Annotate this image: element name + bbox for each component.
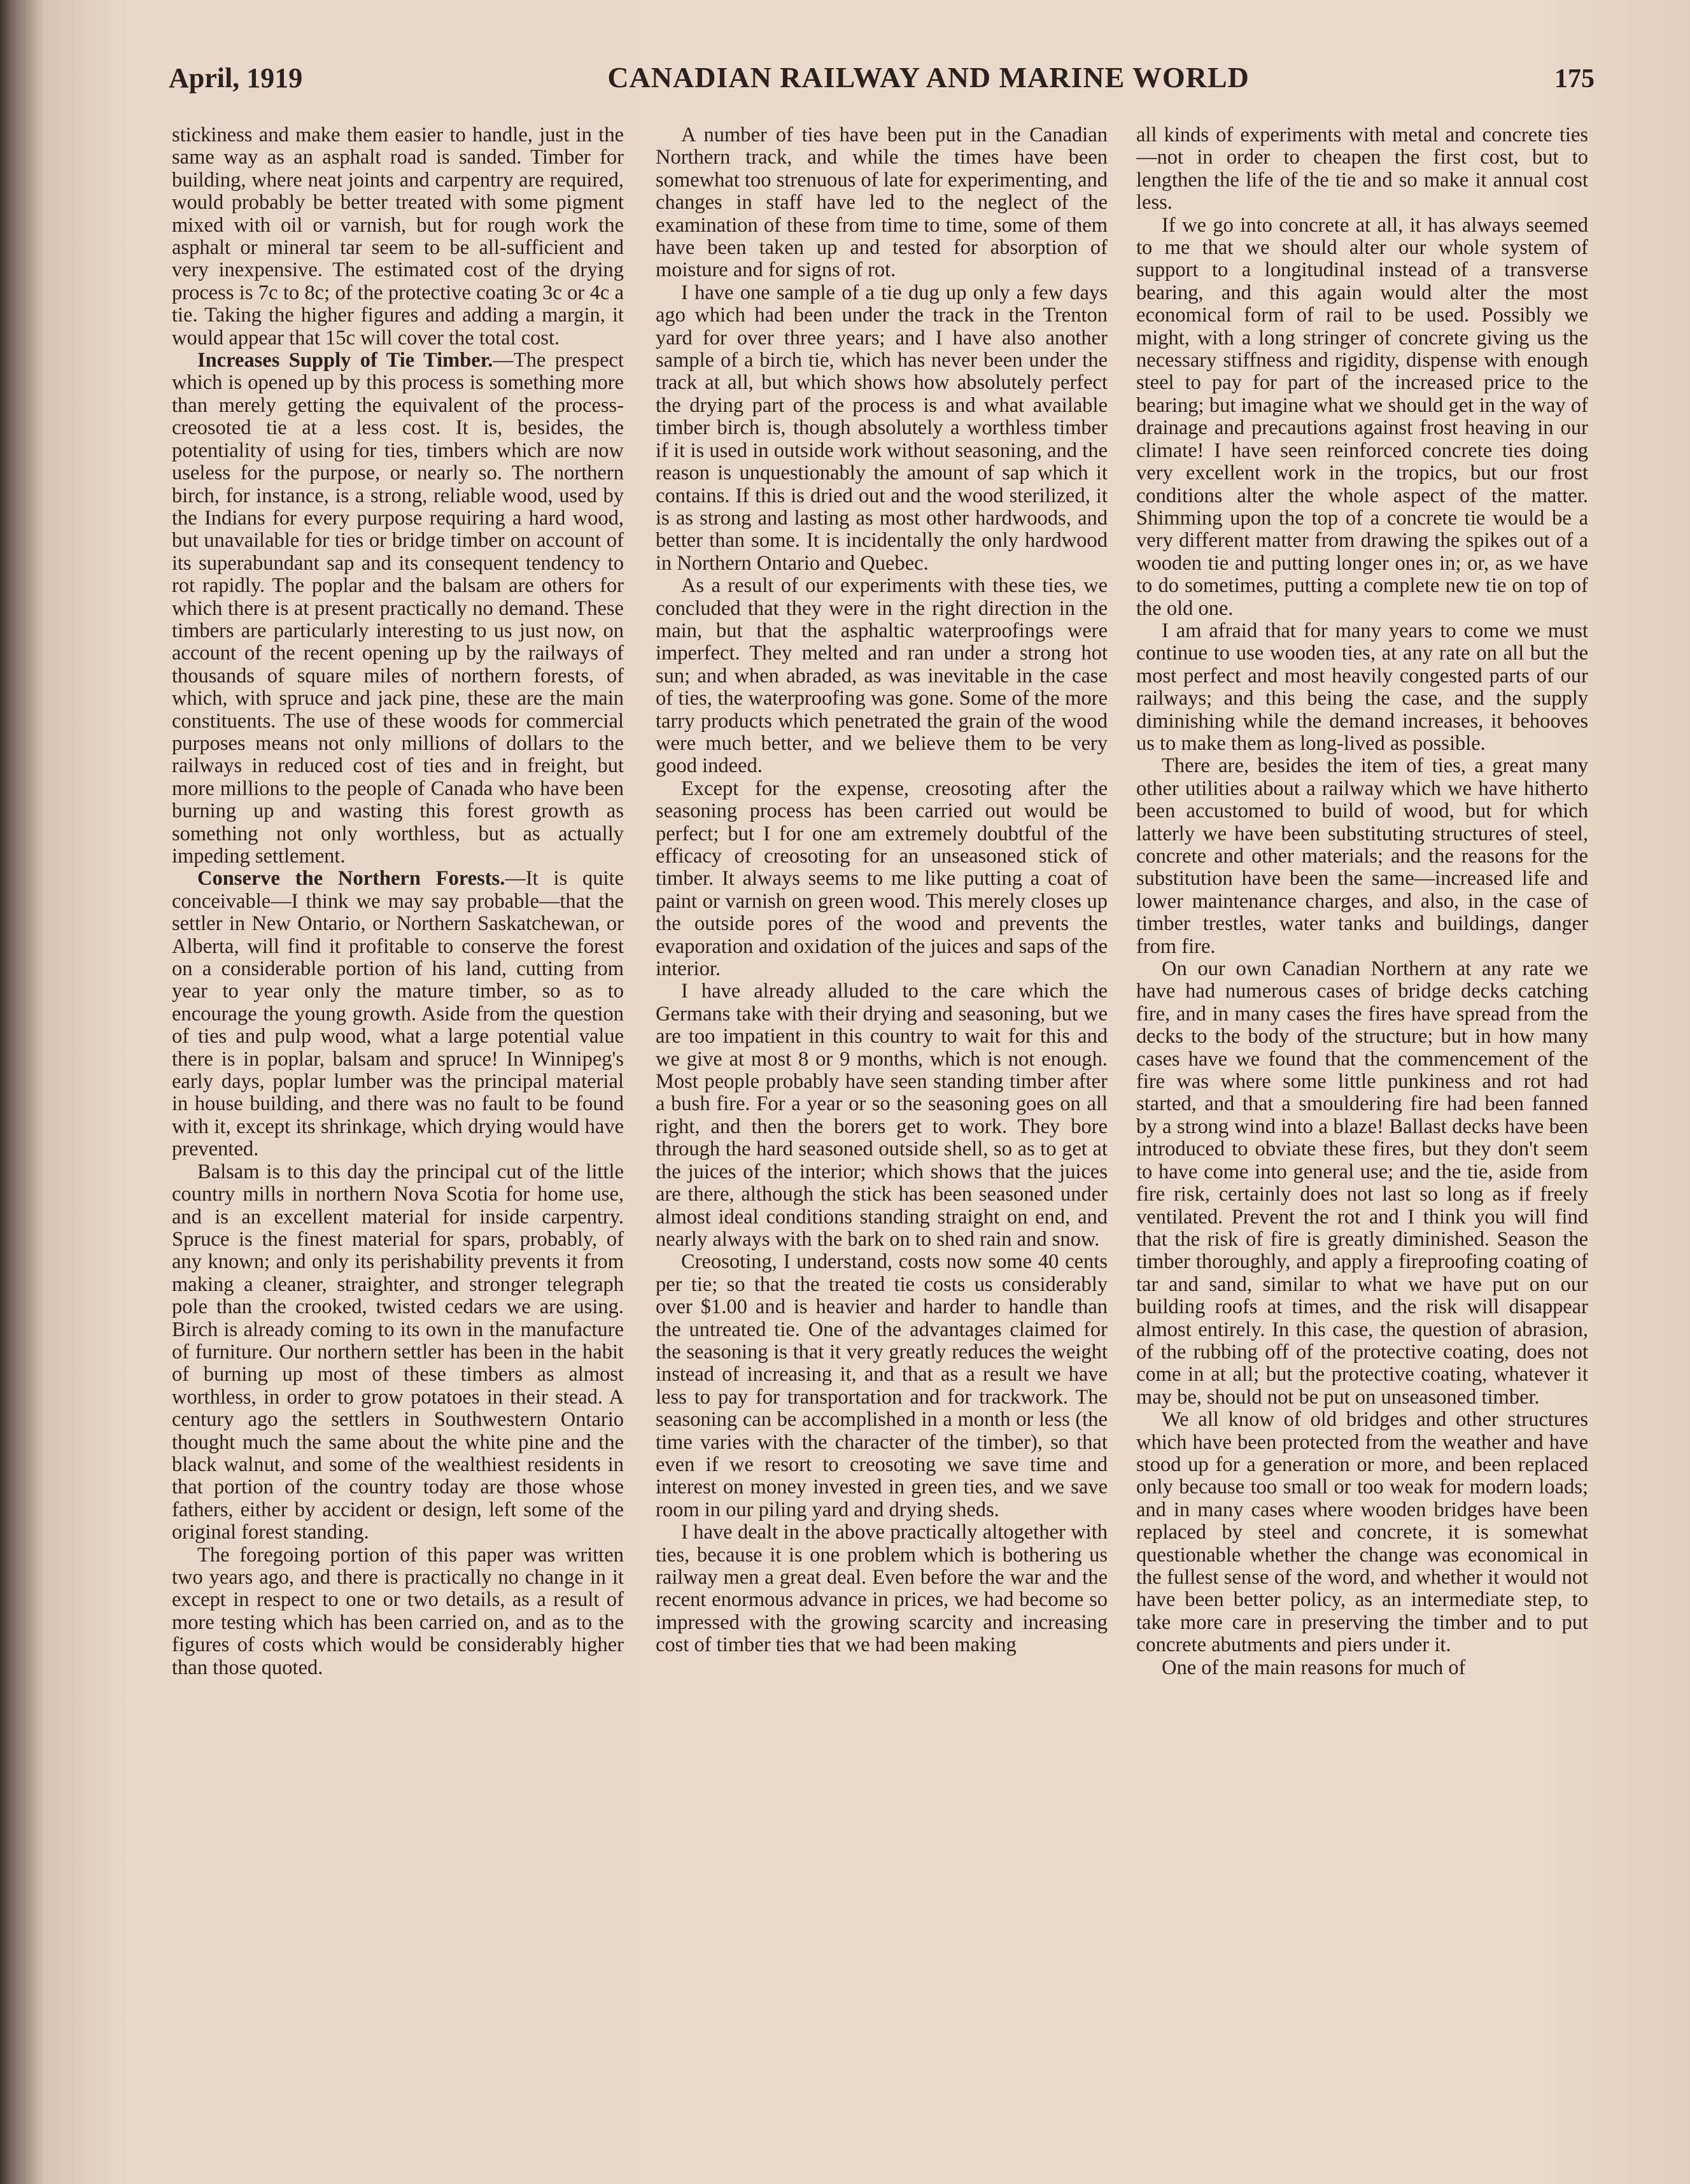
paragraph-text: As a result of our experiments with these ties, we concluded that they were in the right direction in the main, but that the asphaltic waterproofings were imperfect. They melted and ran under a strong hot sun; and when abraded, as was inevitable in the case of ties, the waterproofing was gone. Some of the more tarry products which penetrated the grain of the wood were much better, and we believe them to be very good indeed.	[656, 574, 1108, 778]
article-paragraph	[172, 1161, 624, 1544]
article-paragraph	[656, 282, 1108, 575]
article-paragraph	[172, 1544, 624, 1679]
article-paragraph	[656, 575, 1108, 778]
paragraph-text: There are, besides the item of ties, a great many other utilities about a railway which we have hitherto been accustomed to build of wood, but for which latterly we have been substituting structures of steel, concrete and other materials; and the reasons for the substitution have been the same—increased life and lower maintenance charges, and also, in the case of timber trestles, water tanks and buildings, danger from fire.	[1136, 754, 1588, 958]
text-column-1	[172, 124, 624, 2117]
paragraph-text: stickiness and make them easier to handle, just in the same way as an asphalt road is sanded. Timber for building, where neat joints and carpentry are required, would probably be better treated with some pigment mixed with oil or varnish, but for rough work the asphalt or mineral tar seem to be all-sufficient and very inexpensive. The estimated cost of the drying process is 7c to 8c; of the protective coating 3c or 4c a tie. Taking the higher figures and adding a margin, it would appear that 15c will cover the total cost.	[172, 124, 624, 349]
article-paragraph	[1136, 755, 1588, 958]
article-paragraph	[1136, 215, 1588, 620]
article-paragraph	[656, 778, 1108, 981]
paragraph-text: I have already alluded to the care which the Germans take with their drying and seasoning, but we are too impatient in this country to wait for this and we give at most 8 or 9 months, which is not enough. Most people probably have seen standing timber after a bush fire. For a year or so the seasoning goes on all right, and then the borers get to work. They bore through the hard seasoned outside shell, so as to get at the juices of the interior; which shows that the juices are there, although the stick has been seasoned under almost ideal conditions standing straight on end, and nearly always with the bark on to shed rain and snow.	[656, 980, 1108, 1251]
text-column-3	[1136, 124, 1588, 2117]
page-header	[169, 60, 1595, 105]
paragraph-text: A number of ties have been put in the Canadian Northern track, and while the times have been somewhat too strenuous of late for experimenting, and changes in staff have led to the neglect of the examination of these from time to time, some of them have been taken up and tested for absorption of moisture and for signs of rot.	[656, 124, 1108, 282]
text-column-2	[656, 124, 1108, 2117]
paragraph-text: I have dealt in the above practically altogether with ties, because it is one problem which is bothering us railway men a great deal. Even before the war and the recent enormous advance in prices, we had become so impressed with the growing scarcity and increasing cost of timber ties that we had been making	[656, 1521, 1108, 1657]
paragraph-text: The foregoing portion of this paper was written two years ago, and there is practically no change in it except in respect to one or two details, as a result of more testing which has been carried on, and as to the figures of costs which would be considerably higher than those quoted.	[172, 1543, 624, 1679]
paragraph-text: I have one sample of a tie dug up only a few days ago which had been under the track in the Trenton yard for over three years; and I have also another sample of a birch tie, which has never been under the track at all, but which shows how absolutely perfect the drying part of the process is and what available timber birch is, though absolutely a worthless timber if it is used in outside work without seasoning, and the reason is unquestionably the amount of sap which it contains. If this is dried out and the wood sterilized, it is as strong and lasting as most other hardwoods, and better than some. It is incidentally the only hardwood in Northern Ontario and Quebec.	[656, 281, 1108, 575]
paragraph-text: all kinds of experiments with metal and concrete ties—not in order to cheapen the first cost, but to lengthen the life of the tie and so make it annual cost less.	[1136, 124, 1588, 215]
article-paragraph	[656, 980, 1108, 1251]
article-paragraph	[656, 124, 1108, 282]
article-paragraph	[1136, 958, 1588, 1409]
run-in-heading: Increases Supply of Tie Timber.	[197, 349, 493, 372]
article-paragraph	[1136, 620, 1588, 755]
article-paragraph	[172, 124, 624, 349]
run-in-heading: Conserve the Northern Forests.	[197, 867, 505, 891]
paragraph-text: We all know of old bridges and other structures which have been protected from the weather and have stood up for a generation or more, and been replaced only because too small or too weak for modern loads; and in many cases where wooden bridges have been replaced by steel and concrete, it is somewhat questionable whether the change was economical in the fullest sense of the word, and whether it would not have been better policy, as an intermediate step, to take more care in preserving the timber and to put concrete abutments and piers under it.	[1136, 1408, 1588, 1657]
article-paragraph	[656, 1251, 1108, 1521]
page-number: 175	[1554, 64, 1595, 94]
article-paragraph	[1136, 124, 1588, 215]
paragraph-text: Except for the expense, creosoting after the seasoning process has been carried out would be perfect; but I for one am extremely doubtful of the efficacy of creosoting for an unseasoned stick of timber. It always seems to me like putting a coat of paint or varnish on green wood. This merely closes up the outside pores of the wood and prevents the evaporation and oxidation of the juices and saps of the interior.	[656, 777, 1108, 981]
article-paragraph	[1136, 1657, 1588, 1679]
paragraph-text: Balsam is to this day the principal cut of the little country mills in northern Nova Scotia for home use, and is an excellent material for inside carpentry. Spruce is the finest material for spars, probably, of any known; and only its perishability prevents it from making a cleaner, straighter, and stronger telegraph pole than the crooked, twisted cedars we are using. Birch is already coming to its own in the manufacture of furniture. Our northern settler has been in the habit of burning up most of these timbers as almost worthless, in order to grow potatoes in their stead. A century ago the settlers in Southwestern Ontario thought much the same about the white pine and the black walnut, and some of the wealthiest residents in that portion of the country today are those whose fathers, either by accident or design, left some of the original forest standing.	[172, 1160, 624, 1544]
article-paragraph	[172, 349, 624, 868]
paragraph-text: —The prespect which is opened up by this process is something more than merely getting the equivalent of the process-creosoted tie at a less cost. It is, besides, the potentiality of using for ties, timbers which are now useless for the purpose, or nearly so. The northern birch, for instance, is a strong, reliable wood, used by the Indians for every purpose requiring a hard wood, but unavailable for ties or bridge timber on account of its superabundant sap and its consequent tendency to rot rapidly. The poplar and the balsam are others for which there is at present practically no demand. These timbers are particularly interesting to us just now, on account of the recent opening up by the railways of thousands of square miles of northern forests, of which, with spruce and jack pine, these are the main constituents. The use of these woods for commercial purposes means not only millions of dollars to the railways in reduced cost of ties and in freight, but more millions to the people of Canada who have been burning up and wasting this forest growth as something not only worthless, but as actually impeding settlement.	[172, 349, 624, 868]
paragraph-text: I am afraid that for many years to come we must continue to use wooden ties, at any rate on all but the most perfect and most heavily congested parts of our railways; and this being the case, and the supply diminishing while the demand increases, it behooves us to make them as long-lived as possible.	[1136, 619, 1588, 755]
paragraph-text: If we go into concrete at all, it has always seemed to me that we should alter our whole system of support to a longitudinal instead of a transverse bearing, and this again would alter the most economical form of rail to be used. Possibly we might, with a long stringer of concrete giving us the necessary stiffness and rigidity, dispense with enough steel to pay for part of the increased price to the bearing; but imagine what we should get in the way of drainage and precautions against frost heaving in our climate! I have seen reinforced concrete ties doing very excellent work in the tropics, but our frost conditions alter the whole aspect of the matter. Shimming upon the top of a concrete tie would be a very different matter from drawing the spikes out of a wooden tie and putting longer ones in; or, as we have to do sometimes, putting a complete new tie on top of the old one.	[1136, 213, 1588, 620]
issue-date: April, 1919	[169, 62, 303, 94]
paragraph-text: One of the main reasons for much of	[1162, 1656, 1466, 1679]
paragraph-text: On our own Canadian Northern at any rate we have had numerous cases of bridge decks catching fire, and in many cases the fires have spread from the decks to the body of the structure; but in how many cases have we found that the commencement of the fire was where some little punkiness and rot had started, and that a smouldering fire had been fanned by a strong wind into a blaze! Ballast decks have been introduced to obviate these fires, but they don't seem to have come into general use; and the tie, aside from fire risk, certainly does not last so long as if freely ventilated. Prevent the rot and I think you will find that the risk of fire is greatly diminished. Season the timber thoroughly, and apply a fireproofing coating of tar and sand, similar to what we have put on our building roofs at times, and the risk will disappear almost entirely. In this case, the question of abrasion, of the rubbing off of the protective coating, does not come in at all; but the protective coating, whatever it may be, should not be put on unseasoned timber.	[1136, 957, 1588, 1409]
article-paragraph	[656, 1521, 1108, 1656]
publication-title: CANADIAN RAILWAY AND MARINE WORLD	[607, 61, 1250, 94]
article-paragraph	[1136, 1409, 1588, 1656]
paragraph-text: Creosoting, I understand, costs now some 40 cents per tie; so that the treated tie costs us considerably over $1.00 and is heavier and harder to handle than the untreated tie. One of the advantages claimed for the seasoning is that it very greatly reduces the weight instead of increasing it, and that as a result we have less to pay for transportation and for trackwork. The seasoning can be accomplished in a month or less (the time varies with the character of the timber), so that even if we resort to creosoting we save time and interest on money invested in green ties, and we save room in our piling yard and drying sheds.	[656, 1250, 1108, 1521]
paragraph-text: —It is quite conceivable—I think we may say probable—that the settler in New Ontario, or Northern Saskatchewan, or Alberta, will find it profitable to conserve the forest on a considerable portion of his land, cutting from year to year only the mature timber, so as to encourage the young growth. Aside from the question of ties and pulp wood, what a large potential value there is in poplar, balsam and spruce! In Winnipeg's early days, poplar lumber was the principal material in house building, and there was no fault to be found with it, except its shrinkage, which drying would have prevented.	[172, 867, 624, 1161]
article-paragraph	[172, 868, 624, 1160]
